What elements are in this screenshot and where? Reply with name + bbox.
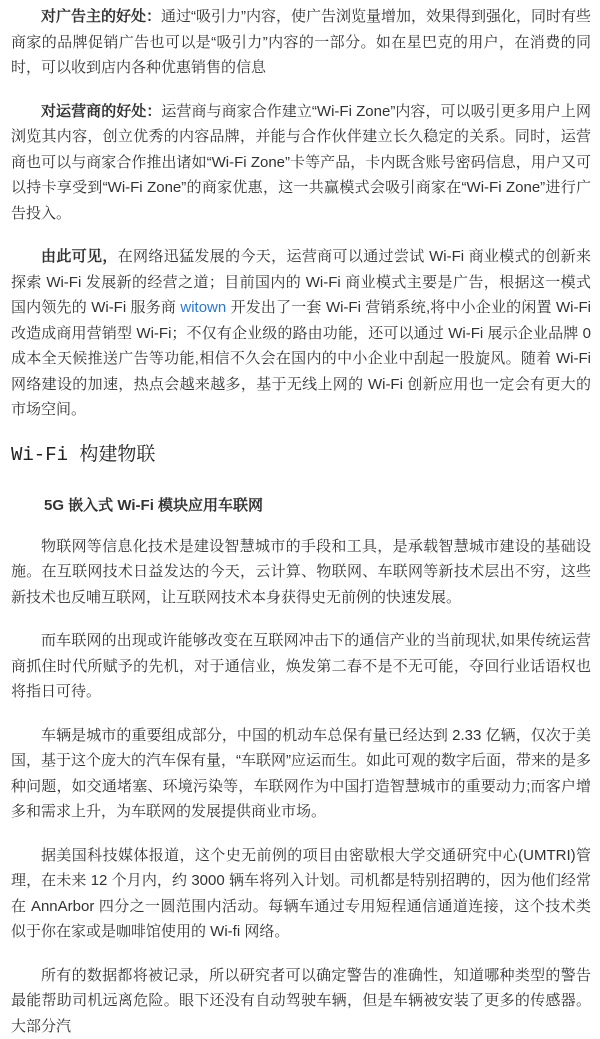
paragraph-ad-benefits (11, 4, 591, 81)
section-heading: Wi-Fi 构建物联 (11, 441, 591, 469)
paragraph-lead-ad: 对广告主的好处： (41, 8, 161, 25)
paragraph-carrier-benefits (11, 99, 591, 227)
paragraph-iov-telecom: 而车联网的出现或许能够改变在互联网冲击下的通信产业的当前现状,如果传统运营商抓住时代所赋予的先机，对于通信业，焕发第二春不是不无可能，夺回行业话语权也将指日可待。 (11, 628, 591, 705)
paragraph-conclusion (11, 244, 591, 423)
paragraph-umtri-project: 据美国科技媒体报道，这个史无前例的项目由密歇根大学交通研究中心(UMTRI)管理，在未来 12 个月内，约 3000 辆车将列入计划。司机都是特别招聘的，因为他们经常在 AnnArbor 四分之一圆范围内活动。每辆车通过专用短程通信通道连接，这个技术类似于你在家或是咖啡馆使用的 Wi-fi 网络。 (11, 843, 591, 945)
paragraph-text-ad: 通过“吸引力”内容，使广告浏览量增加，效果得到强化，同时有些商家的品牌促销广告也可以是“吸引力”内容的一部分。如在星巴克的用户，在消费的同时，可以收到店内各种优惠销售的信息 (11, 8, 591, 76)
paragraph-lead-carrier: 对运营商的好处： (41, 103, 161, 120)
paragraph-text-after-link: 开发出了一套 Wi-Fi 营销系统,将中小企业的闲置 Wi-Fi 改造成商用营销型 Wi-Fi；不仅有企业级的路由功能，还可以通过 Wi-Fi 展示企业品牌 0 成本全天候推送广告等功能,相信不久会在国内的中小企业中刮起一股旋风。随着 Wi-Fi 网络建设的加速，热点会越来越多，基于无线上网的 Wi-Fi 创新应用也一定会有更大的市场空间。 (11, 299, 591, 418)
paragraph-data-recording: 所有的数据都将被记录，所以研究者可以确定警告的准确性，知道哪种类型的警告最能帮助司机远离危险。眼下还没有自动驾驶车辆，但是车辆被安装了更多的传感器。大部分汽 (11, 963, 591, 1039)
paragraph-iot-city: 物联网等信息化技术是建设智慧城市的手段和工具，是承载智慧城市建设的基础设施。在互联网技术日益发达的今天，云计算、物联网、车联网等新技术层出不穷，这些新技术也反哺互联网，让互联网技术本身获得史无前例的快速发展。 (11, 534, 591, 611)
paragraph-lead-conclusion: 由此可见， (41, 248, 118, 265)
witown-link[interactable]: witown (180, 299, 226, 316)
sub-heading: 5G 嵌入式 Wi-Fi 模块应用车联网 (11, 493, 591, 518)
paragraph-vehicle-stats: 车辆是城市的重要组成部分，中国的机动车总保有量已经达到 2.33 亿辆，仅次于美国，基于这个庞大的汽车保有量，“车联网”应运而生。如此可观的数字后面，带来的是多种问题，如交通堵塞、环境污染等，车联网作为中国打造智慧城市的重要动力;而客户增多和需求上升，为车联网的发展提供商业市场。 (11, 723, 591, 825)
paragraph-text-carrier: 运营商与商家合作建立“Wi-Fi Zone”内容，可以吸引更多用户上网浏览其内容，创立优秀的内容品牌，并能与合作伙伴建立长久稳定的关系。同时，运营商也可以与商家合作推出诸如“Wi-Fi Zone”卡等产品，卡内既含账号密码信息，用户又可以持卡享受到“Wi-Fi Zone”的商家优惠，这一共赢模式会吸引商家在“Wi-Fi Zone”进行广告投入。 (11, 103, 591, 222)
paragraph-text-before-link: 在网络迅猛发展的今天，运营商可以通过尝试 Wi-Fi 商业模式的创新来探索 Wi-Fi 发展新的经营之道；目前国内的 Wi-Fi 商业模式主要是广告，根据这一模式国内领先的 Wi-Fi 服务商 (11, 248, 591, 316)
